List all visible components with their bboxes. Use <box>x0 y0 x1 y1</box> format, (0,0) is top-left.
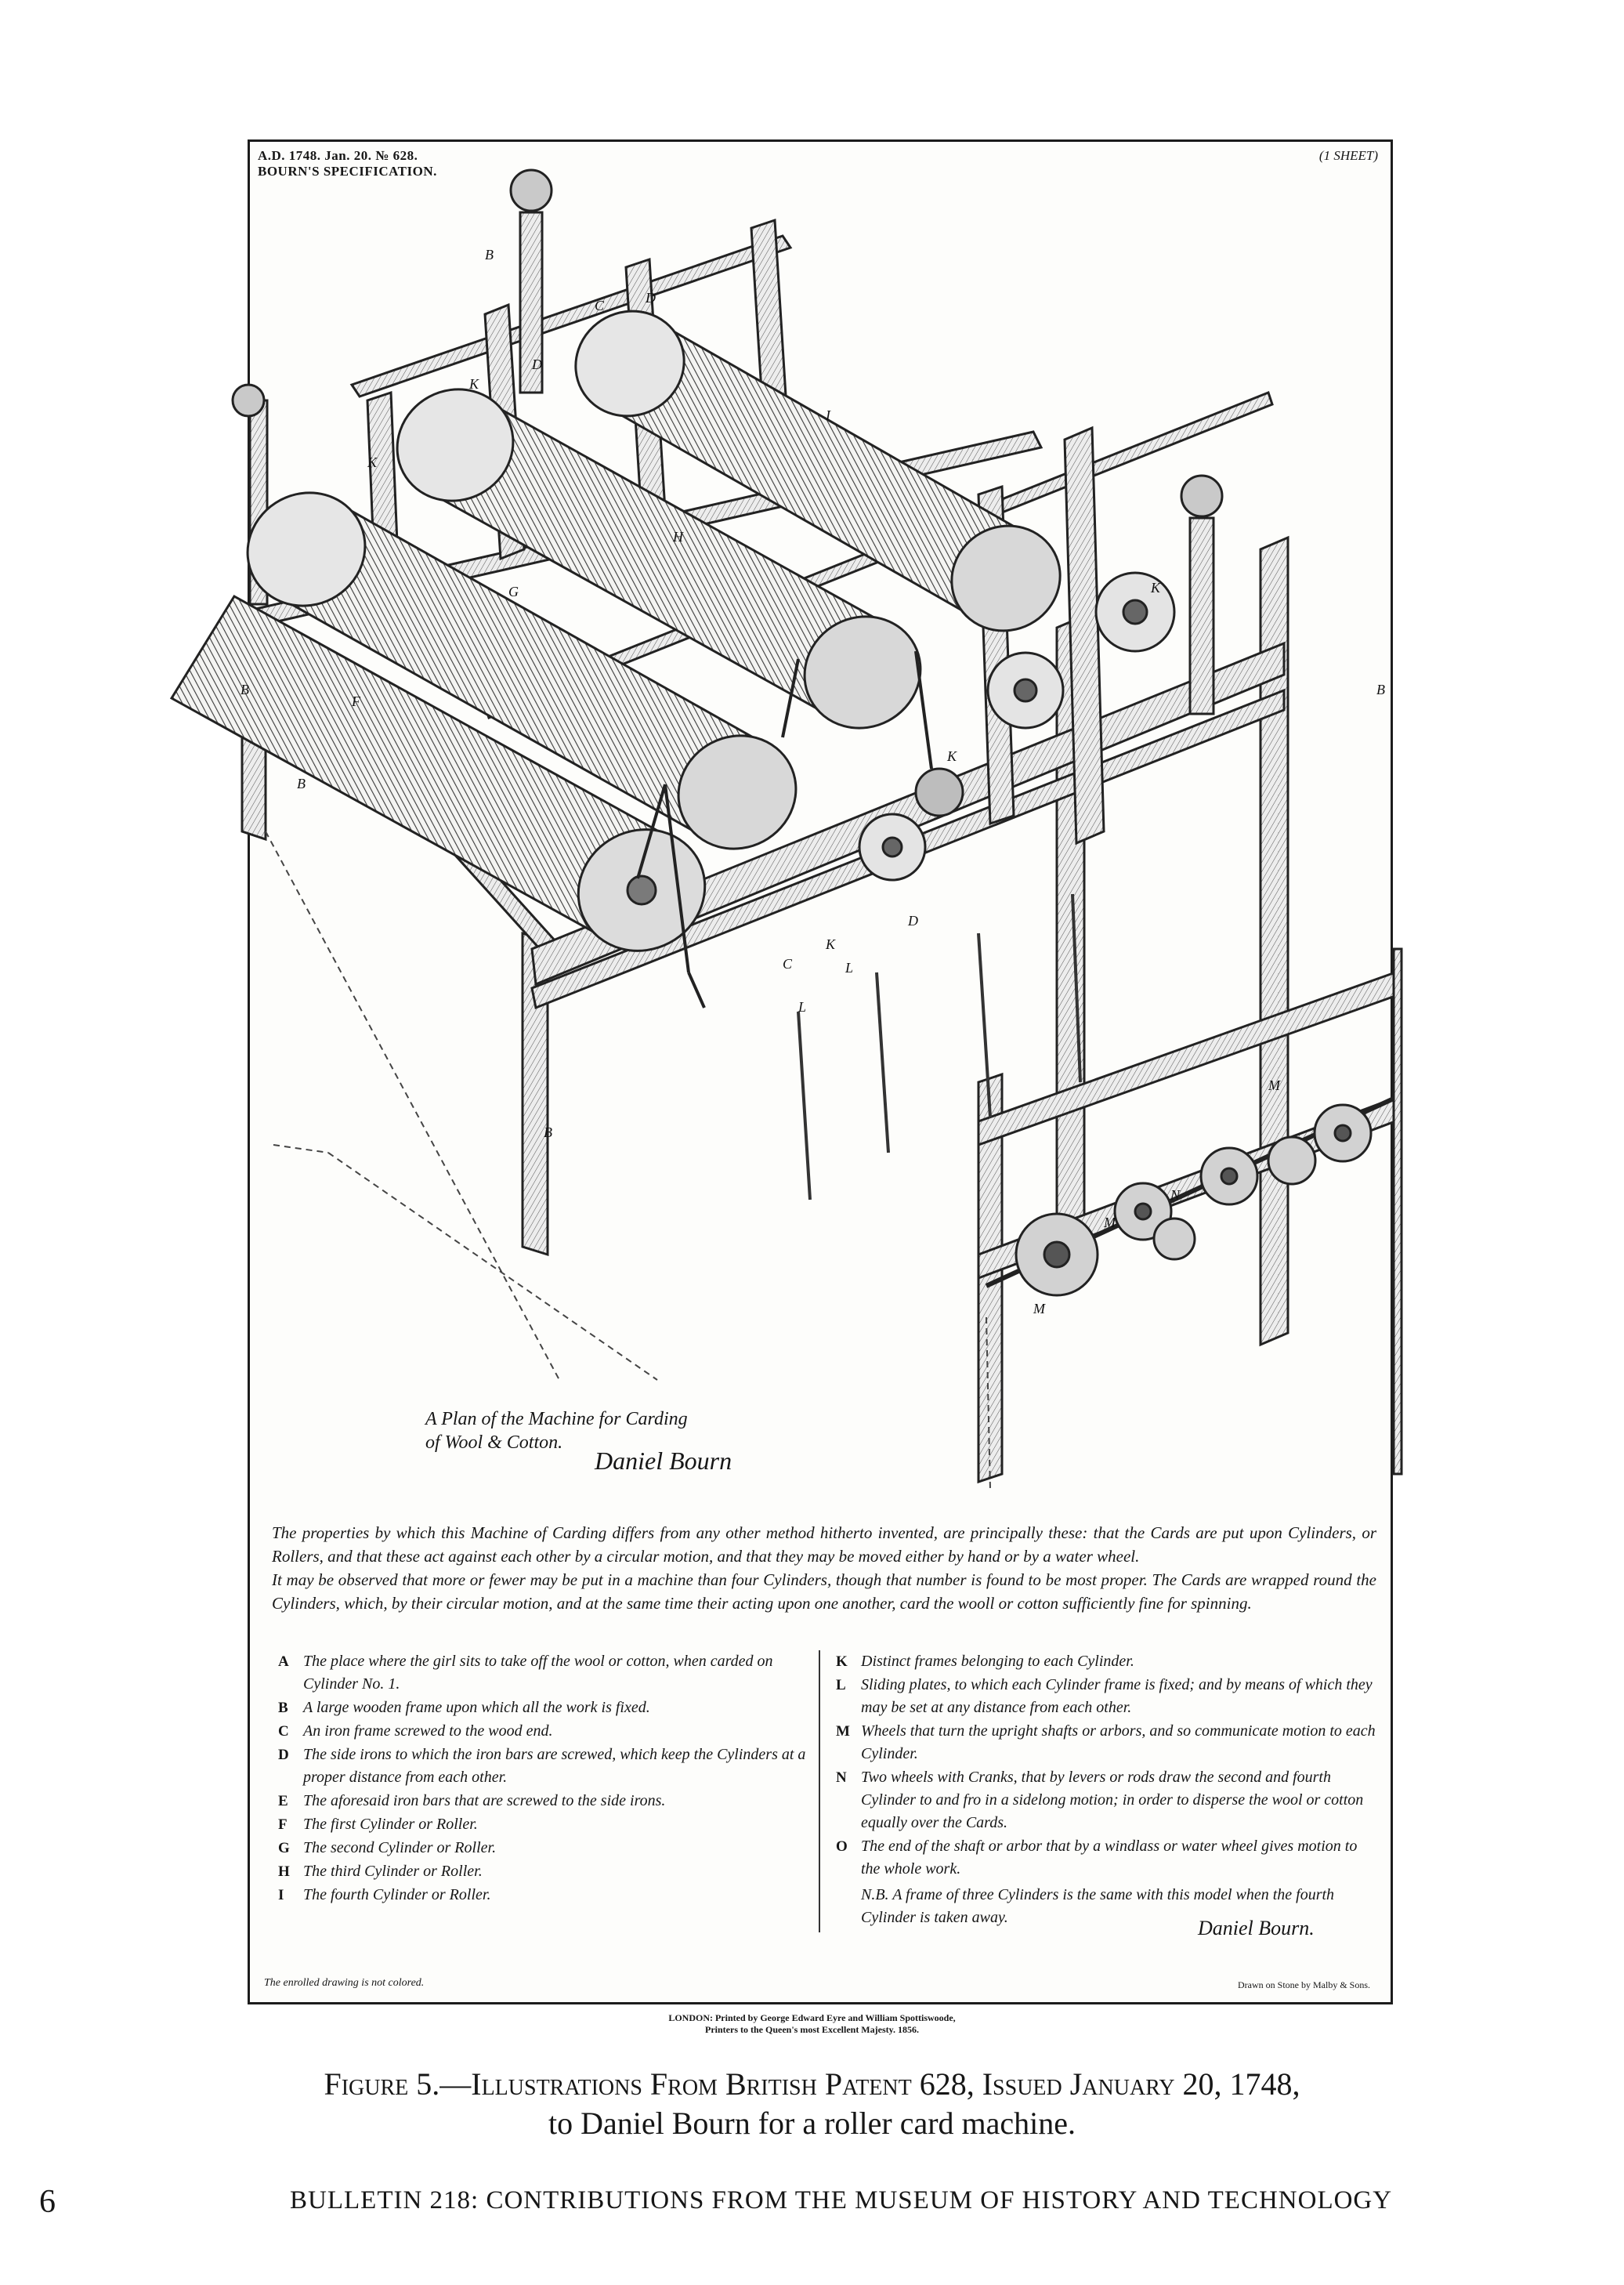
legend-text: Wheels that turn the upright shafts or arbors, and so communicate motion to each Cylinder. <box>861 1722 1376 1762</box>
legend-entry <box>278 1790 819 1812</box>
sheet-label: (1 SHEET) <box>1318 148 1378 163</box>
printer-line-1: LONDON: Printed by George Edward Eyre and William Spottiswoode, <box>668 2012 956 2023</box>
upright-shafts <box>798 894 1080 1200</box>
legend-text: A large wooden frame upon which all the work is fixed. <box>303 1699 650 1716</box>
intro-paragraph-2: It may be observed that more or fewer may be put in a machine than four Cylinders, though that number is found to be most proper. The Cards are wrapped round the Cylinders, which, by their circular motion, and at the same time their acting upon one another, card the wooll or cotton sufficiently fine for spinning. <box>272 1570 1376 1613</box>
svg-text:N: N <box>1170 1187 1181 1203</box>
svg-text:K: K <box>469 376 479 392</box>
legend-text: The place where the girl sits to take off the wool or cotton, when carded on Cylinder No. 1. <box>303 1653 773 1693</box>
plate-header-line2: BOURN'S SPECIFICATION. <box>258 164 437 179</box>
driving-shaft <box>986 949 1402 1474</box>
plate-footnote: The enrolled drawing is not colored. <box>264 1977 425 1989</box>
legend-entry <box>278 1697 819 1719</box>
svg-text:K: K <box>367 454 378 470</box>
legend-entry <box>278 1884 819 1907</box>
svg-text:B: B <box>1376 682 1385 697</box>
svg-text:D: D <box>532 357 542 372</box>
patent-plate <box>241 139 1393 2004</box>
svg-text:D: D <box>908 913 918 929</box>
legend-key: L <box>836 1677 846 1693</box>
legend-key: N <box>836 1769 847 1786</box>
legend-entry <box>836 1650 1376 1673</box>
legend-left-column <box>278 1650 819 1907</box>
legend-text: The first Cylinder or Roller. <box>303 1816 478 1833</box>
svg-text:K: K <box>947 748 957 764</box>
legend-key: O <box>836 1838 848 1855</box>
legend-entry <box>836 1674 1376 1719</box>
legend-entry <box>278 1650 819 1696</box>
svg-text:B: B <box>544 1124 552 1140</box>
legend-text: The side irons to which the iron bars are screwed, which keep the Cylinders at a proper distance from each other. <box>303 1746 806 1786</box>
legend-entry <box>278 1720 819 1743</box>
legend-entry <box>278 1813 819 1836</box>
legend-key: A <box>278 1653 289 1670</box>
legend-key: K <box>836 1653 848 1670</box>
legend-key: M <box>836 1723 850 1740</box>
legend-key: I <box>278 1887 284 1903</box>
svg-text:C: C <box>595 298 605 313</box>
svg-text:I: I <box>826 407 830 423</box>
legend-text: The third Cylinder or Roller. <box>303 1863 483 1880</box>
legend-text: The fourth Cylinder or Roller. <box>303 1886 491 1903</box>
legend-text: Sliding plates, to which each Cylinder frame is fixed; and by means of which they may be set at any distance from each other. <box>861 1676 1373 1716</box>
legend-key: E <box>278 1793 288 1809</box>
printer-imprint <box>0 2012 1624 2036</box>
legend-entry <box>836 1720 1376 1765</box>
svg-text:L: L <box>798 999 807 1015</box>
legend-key: C <box>278 1723 289 1740</box>
lithographer-credit: Drawn on Stone by Malby & Sons. <box>1238 1979 1370 1990</box>
svg-text:M: M <box>1104 1215 1116 1230</box>
svg-text:K: K <box>826 936 836 952</box>
figure-caption-line-2: to Daniel Bourn for a roller card machine. <box>548 2106 1076 2141</box>
legend-text: The end of the shaft or arbor that by a windlass or water wheel gives motion to the whole work. <box>861 1838 1358 1878</box>
svg-text:B: B <box>297 776 306 791</box>
legend-key: G <box>278 1840 290 1856</box>
svg-text:F: F <box>352 693 360 709</box>
legend-entry <box>836 1766 1376 1834</box>
figure-caption-line-1: Figure 5.—Illustrations From British Patent 628, Issued January 20, 1748, <box>324 2066 1300 2102</box>
legend-text: Distinct frames belonging to each Cylinder. <box>861 1653 1134 1670</box>
svg-text:D: D <box>646 290 656 306</box>
legend-key: F <box>278 1816 288 1833</box>
plate-header-line1: A.D. 1748. Jan. 20. № 628. <box>258 148 418 163</box>
intro-paragraph-1: The properties by which this Machine of Carding differs from any other method hitherto invented, are principally these: that the Cards are put upon Cylinders, or Rollers, and that these act against each other by a circular motion, and that they may be moved either by hand or by a water wheel. <box>272 1523 1376 1566</box>
legend-text: Two wheels with Cranks, that by levers or rods draw the second and fourth Cylinder to and fro in a sidelong motion; in order to disperse the wool or cotton equally over the Cards. <box>861 1769 1364 1831</box>
svg-text:M: M <box>1033 1301 1045 1316</box>
svg-text:G: G <box>508 584 519 599</box>
legend-key: B <box>278 1700 288 1716</box>
card-cylinders <box>172 292 1079 973</box>
drawing-caption: A Plan of the Machine for Carding of Wool & Cotton. <box>425 1409 688 1453</box>
closing-signature: Daniel Bourn. <box>1198 1917 1315 1939</box>
drawing-signature: Daniel Bourn <box>595 1447 732 1475</box>
svg-text:B: B <box>485 247 494 263</box>
svg-text:K: K <box>1151 580 1161 596</box>
legend-text: An iron frame screwed to the wood end. <box>303 1722 553 1740</box>
legend-entry <box>278 1860 819 1883</box>
legend-entry <box>836 1835 1376 1881</box>
svg-text:C: C <box>783 956 793 972</box>
svg-text:B: B <box>241 682 249 697</box>
specification-intro <box>272 1521 1376 1615</box>
carding-machine-drawing <box>241 142 1395 1505</box>
legend-text: The aforesaid iron bars that are screwed to the side irons. <box>303 1792 666 1809</box>
svg-text:L: L <box>845 960 854 976</box>
legend-text: The second Cylinder or Roller. <box>303 1839 497 1856</box>
figure-caption <box>0 2065 1624 2143</box>
legend-key: H <box>278 1863 290 1880</box>
legend-entry <box>278 1837 819 1860</box>
legend-divider <box>819 1650 820 1932</box>
svg-text:H: H <box>673 529 683 545</box>
svg-text:M: M <box>1268 1077 1280 1093</box>
page-number: 6 <box>39 2184 56 2220</box>
legend-key: D <box>278 1747 289 1763</box>
nb-note: N.B. A frame of three Cylinders is the same with this model when the fourth Cylinder is taken away. <box>861 1886 1335 1926</box>
legend-entry <box>278 1744 819 1789</box>
running-footer: BULLETIN 218: CONTRIBUTIONS FROM THE MUSEUM OF HISTORY AND TECHNOLOGY <box>290 2186 1393 2214</box>
legend-right-column <box>836 1650 1376 1881</box>
printer-line-2: Printers to the Queen's most Excellent Majesty. 1856. <box>705 2024 919 2035</box>
